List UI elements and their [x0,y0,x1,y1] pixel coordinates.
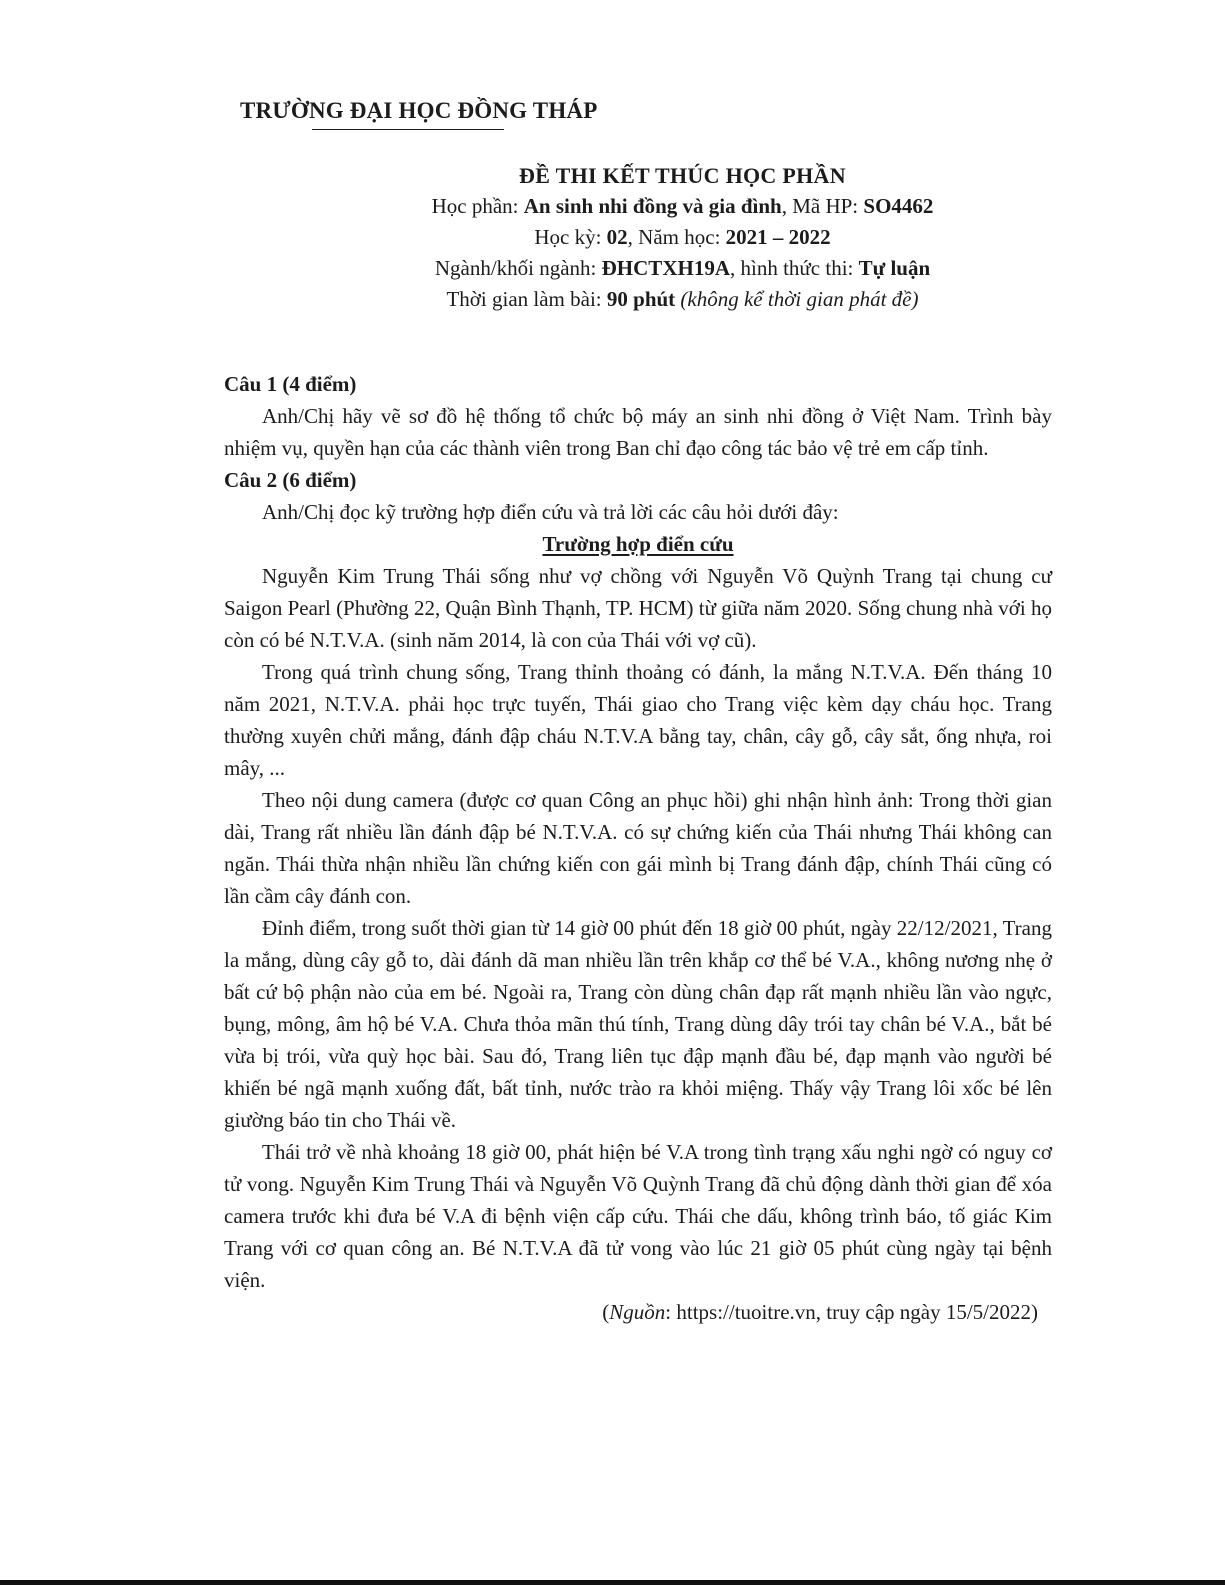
semester-prefix: Học kỳ: [534,225,607,249]
question-2-instruction: Anh/Chị đọc kỹ trường hợp điển cứu và trả lời các câu hỏi dưới đây: [262,500,839,524]
case-paragraph: Thái trở về nhà khoảng 18 giờ 00, phát hiện bé V.A trong tình trạng xấu nghi ngờ có nguy cơ tử vong. Nguyễn Kim Trung Thái và Nguyễn Võ Quỳnh Trang đã chủ động dành thời gian để xóa camera trước khi đưa bé V.A đi bệnh viện cấp cứu. Thái che dấu, không trình báo, tố giác Kim Trang với cơ quan công an. Bé N.T.V.A đã tử vong vào lúc 21 giờ 05 phút cùng ngày tại bệnh viện. [224,1140,1052,1292]
semester: 02 [606,225,628,249]
form-prefix: , hình thức thi: [729,256,859,280]
major-prefix: Ngành/khối ngành: [434,256,602,280]
case-study-title: Trường hợp điển cứu [542,532,734,556]
course-code-prefix: , Mã HP: [781,194,864,218]
exam-form: Tự luận [858,256,931,280]
semester-line [300,222,1065,253]
time-note: (không kể thời gian phát đề) [680,287,919,311]
question-1-text: Anh/Chị hãy vẽ sơ đồ hệ thống tổ chức bộ máy an sinh nhi đồng ở Việt Nam. Trình bày nhiệm vụ, quyền hạn của các thành viên trong Ban chỉ đạo công tác bảo vệ trẻ em cấp tỉnh. [224,404,1052,460]
course-code: SO4462 [863,194,934,218]
exam-header [300,160,1065,315]
exam-title: ĐỀ THI KẾT THÚC HỌC PHẦN [519,163,846,188]
time-line [300,284,1065,315]
exam-time: 90 phút [606,287,676,311]
source-label: Nguồn [609,1300,666,1324]
school-name: TRƯỜNG ĐẠI HỌC ĐỒNG THÁP [240,98,598,123]
source-open: ( [602,1300,610,1324]
school-year: 2021 – 2022 [725,225,831,249]
case-paragraph: Nguyễn Kim Trung Thái sống như vợ chồng với Nguyễn Võ Quỳnh Trang tại chung cư Saigon Pearl (Phường 22, Quận Bình Thạnh, TP. HCM) từ giữa năm 2020. Sống chung nhà với họ còn có bé N.T.V.A. (sinh năm 2014, là con của Thái với vợ cũ). [224,564,1052,652]
question-2-title: Câu 2 (6 điểm) [224,468,357,492]
case-paragraph: Theo nội dung camera (được cơ quan Công an phục hồi) ghi nhận hình ảnh: Trong thời gian dài, Trang rất nhiều lần đánh đập bé N.T.V.A. có sự chứng kiến của Thái nhưng Thái không can ngăn. Thái thừa nhận nhiều lần chứng kiến con gái mình bị Trang đánh đập, chính Thái cũng có lần cầm cây đánh con. [224,788,1052,908]
course-line [300,191,1065,222]
year-prefix: , Năm học: [627,225,726,249]
course-name: An sinh nhi đồng và gia đình [523,194,782,218]
scan-bottom-edge [0,1580,1225,1585]
exam-body [224,368,1052,1328]
source-citation [224,1296,1052,1328]
major: ĐHCTXH19A [601,256,730,280]
course-prefix: Học phần: [431,194,524,218]
source-text: : https://tuoitre.vn, truy cập ngày 15/5/2022) [665,1300,1038,1324]
school-underline [312,129,504,130]
question-1-title: Câu 1 (4 điểm) [224,372,357,396]
case-paragraph: Đỉnh điểm, trong suốt thời gian từ 14 giờ 00 phút đến 18 giờ 00 phút, ngày 22/12/2021, Trang la mắng, dùng cây gỗ to, dài đánh dã man nhiều lần trên khắp cơ thể bé V.A., không nương nhẹ ở bất cứ bộ phận nào của em bé. Ngoài ra, Trang còn dùng chân đạp rất mạnh nhiều lần vào ngực, bụng, mông, âm hộ bé V.A. Chưa thỏa mãn thú tính, Trang dùng dây trói tay chân bé V.A., bắt bé vừa bị trói, vừa quỳ học bài. Sau đó, Trang liên tục đập mạnh đầu bé, đạp mạnh vào người bé khiến bé ngã mạnh xuống đất, bất tỉnh, nước trào ra khỏi miệng. Thấy vậy Trang lôi xốc bé lên giường báo tin cho Thái về. [224,916,1052,1132]
time-prefix: Thời gian làm bài: [446,287,607,311]
case-paragraph: Trong quá trình chung sống, Trang thỉnh thoảng có đánh, la mắng N.T.V.A. Đến tháng 10 năm 2021, N.T.V.A. phải học trực tuyến, Thái giao cho Trang việc kèm dạy cháu học. Trang thường xuyên chửi mắng, đánh đập cháu N.T.V.A bằng tay, chân, cây gỗ, cây sắt, ống nhựa, roi mây, ... [224,660,1052,780]
major-line [300,253,1065,284]
